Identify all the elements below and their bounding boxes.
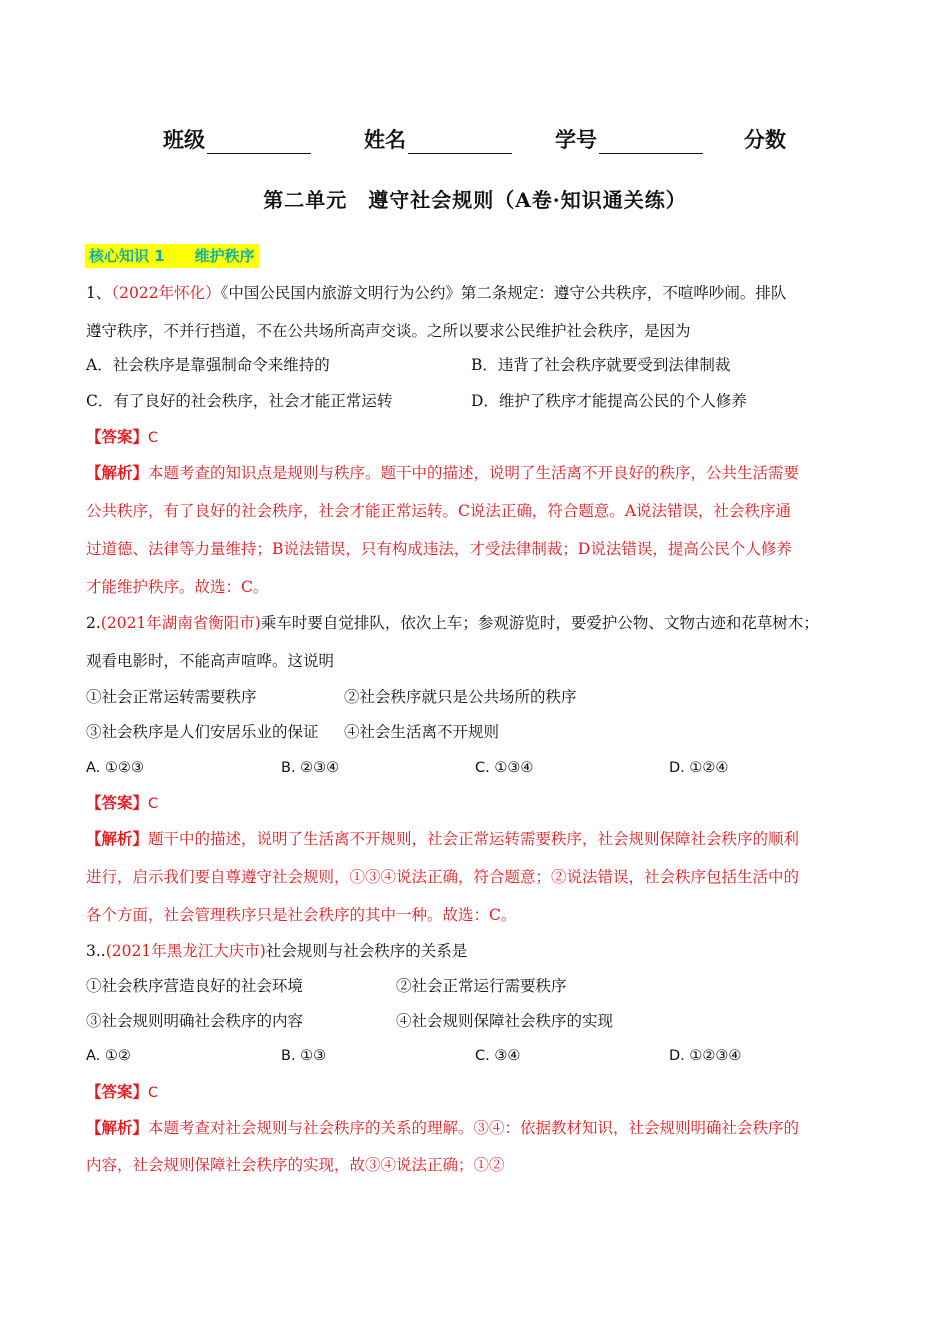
q2-option-c: C. ①③④ (475, 760, 534, 776)
q3-number: 3.. (86, 942, 106, 960)
score-label: 分数 (744, 127, 786, 152)
q2-stem-1: 乘车时要自觉排队，依次上车；参观游览时，要爱护公物、文物古迹和花草树木； (260, 614, 819, 632)
q2-option-b: B. ②③④ (281, 760, 340, 776)
q2-analysis-label: 【解析】 (86, 829, 149, 848)
class-field[interactable] (163, 124, 311, 154)
q3-statement-2: ②社会正常运行需要秩序 (396, 977, 567, 995)
q2-statement-4: ④社会生活离不开规则 (344, 723, 500, 741)
q3-analysis-line-2: 内容，社会规则保障社会秩序的实现，故③④说法正确；①② (86, 1156, 505, 1174)
student-id-field[interactable] (555, 124, 703, 154)
q3-source: (2021年黑龙江大庆市) (105, 942, 266, 960)
section-title: 维护秩序 (194, 247, 255, 265)
q1-analysis-label: 【解析】 (86, 463, 149, 482)
q1-answer: C (148, 430, 159, 446)
q1-analysis-line-1 (86, 462, 799, 484)
q2-answer-line (86, 792, 158, 815)
q3-statement-4: ④社会规则保障社会秩序的实现 (396, 1012, 614, 1030)
q1-stem-line-1 (86, 282, 786, 304)
q2-source: (2021年湖南省衡阳市) (100, 614, 261, 632)
q1-analysis-line-4: 才能维护秩序。故选：C。 (86, 578, 269, 596)
q3-analysis-line-1 (86, 1117, 799, 1139)
q3-answer-label: 【答案】 (86, 1082, 149, 1101)
page-title: 第二单元 遵守社会规则（A卷·知识通关练） (263, 188, 687, 212)
q2-answer: C (148, 796, 159, 812)
class-blank[interactable] (207, 129, 311, 154)
q3-analysis-1: 本题考查对社会规则与社会秩序的关系的理解。③④：依据教材知识，社会规则明确社会秩序的 (148, 1119, 800, 1137)
q3-statement-3: ③社会规则明确社会秩序的内容 (86, 1012, 304, 1030)
q2-statement-3: ③社会秩序是人们安居乐业的保证 (86, 723, 319, 741)
name-blank[interactable] (408, 129, 512, 154)
student-id-label: 学号 (555, 127, 597, 152)
score-field (744, 124, 786, 154)
name-field[interactable] (364, 124, 512, 154)
q3-option-c: C. ③④ (475, 1048, 521, 1064)
q1-source: （2022年怀化） (111, 284, 221, 302)
q3-answer-line (86, 1081, 158, 1104)
q2-statement-2: ②社会秩序就只是公共场所的秩序 (344, 688, 577, 706)
q1-analysis-line-2: 公共秩序，有了良好的社会秩序，社会才能正常运转。C说法正确，符合题意。A说法错误，社会秩序通 (86, 502, 792, 520)
q2-option-d: D. ①②④ (669, 760, 729, 776)
section-number: 核心知识 1 (89, 247, 165, 265)
q2-stem-line-2: 观看电影时，不能高声喧哗。这说明 (86, 652, 335, 670)
q1-answer-line (86, 426, 158, 449)
q1-stem-1: 《中国公民国内旅游文明行为公约》第二条规定：遵守公共秩序，不喧哗吵闹。排队 (220, 284, 787, 302)
q1-answer-label: 【答案】 (86, 427, 149, 446)
student-id-blank[interactable] (599, 129, 703, 154)
q2-analysis-1: 题干中的描述，说明了生活离不开规则，社会正常运转需要秩序，社会规则保障社会秩序的顺利 (148, 830, 800, 848)
q2-analysis-line-2: 进行，启示我们要自尊遵守社会规则，①③④说法正确，符合题意；②说法错误，社会秩序包括生活中的 (86, 868, 800, 886)
q2-statement-1: ①社会正常运转需要秩序 (86, 688, 257, 706)
q3-statement-1: ①社会秩序营造良好的社会环境 (86, 977, 304, 995)
q3-option-b: B. ①③ (281, 1048, 327, 1064)
q1-stem-line-2: 遵守秩序，不并行挡道，不在公共场所高声交谈。之所以要求公民维护社会秩序，是因为 (86, 322, 691, 340)
q1-option-c: C．有了良好的社会秩序，社会才能正常运转 (86, 392, 393, 410)
q2-answer-label: 【答案】 (86, 793, 149, 812)
q3-option-a: A. ①② (86, 1048, 131, 1064)
name-label: 姓名 (364, 127, 406, 152)
q3-answer: C (148, 1085, 159, 1101)
q1-number: 1、 (86, 284, 112, 302)
q3-analysis-label: 【解析】 (86, 1118, 149, 1137)
q2-analysis-line-1 (86, 828, 799, 850)
q2-stem-line-1 (86, 612, 819, 634)
q1-analysis-line-3: 过道德、法律等力量维持；B说法错误，只有构成违法，才受法律制裁；D说法错误，提高公民个人修养 (86, 540, 792, 558)
q1-option-a: A．社会秩序是靠强制命令来维持的 (86, 356, 330, 374)
q3-option-d: D. ①②③④ (669, 1048, 742, 1064)
q2-number: 2. (86, 614, 101, 632)
q3-stem-1: 社会规则与社会秩序的关系是 (265, 942, 468, 960)
class-label: 班级 (163, 127, 205, 152)
q2-option-a: A. ①②③ (86, 760, 144, 776)
q2-analysis-line-3: 各个方面，社会管理秩序只是社会秩序的其中一种。故选：C。 (86, 906, 517, 924)
q3-stem-line-1 (86, 940, 467, 962)
q1-option-d: D．维护了秩序才能提高公民的个人修养 (471, 392, 747, 410)
section-heading (85, 244, 259, 268)
q1-option-b: B．违背了社会秩序就要受到法律制裁 (471, 356, 731, 374)
student-info-line (0, 124, 950, 158)
q1-analysis-1: 本题考查的知识点是规则与秩序。题干中的描述，说明了生活离不开良好的秩序，公共生活需要 (148, 464, 800, 482)
